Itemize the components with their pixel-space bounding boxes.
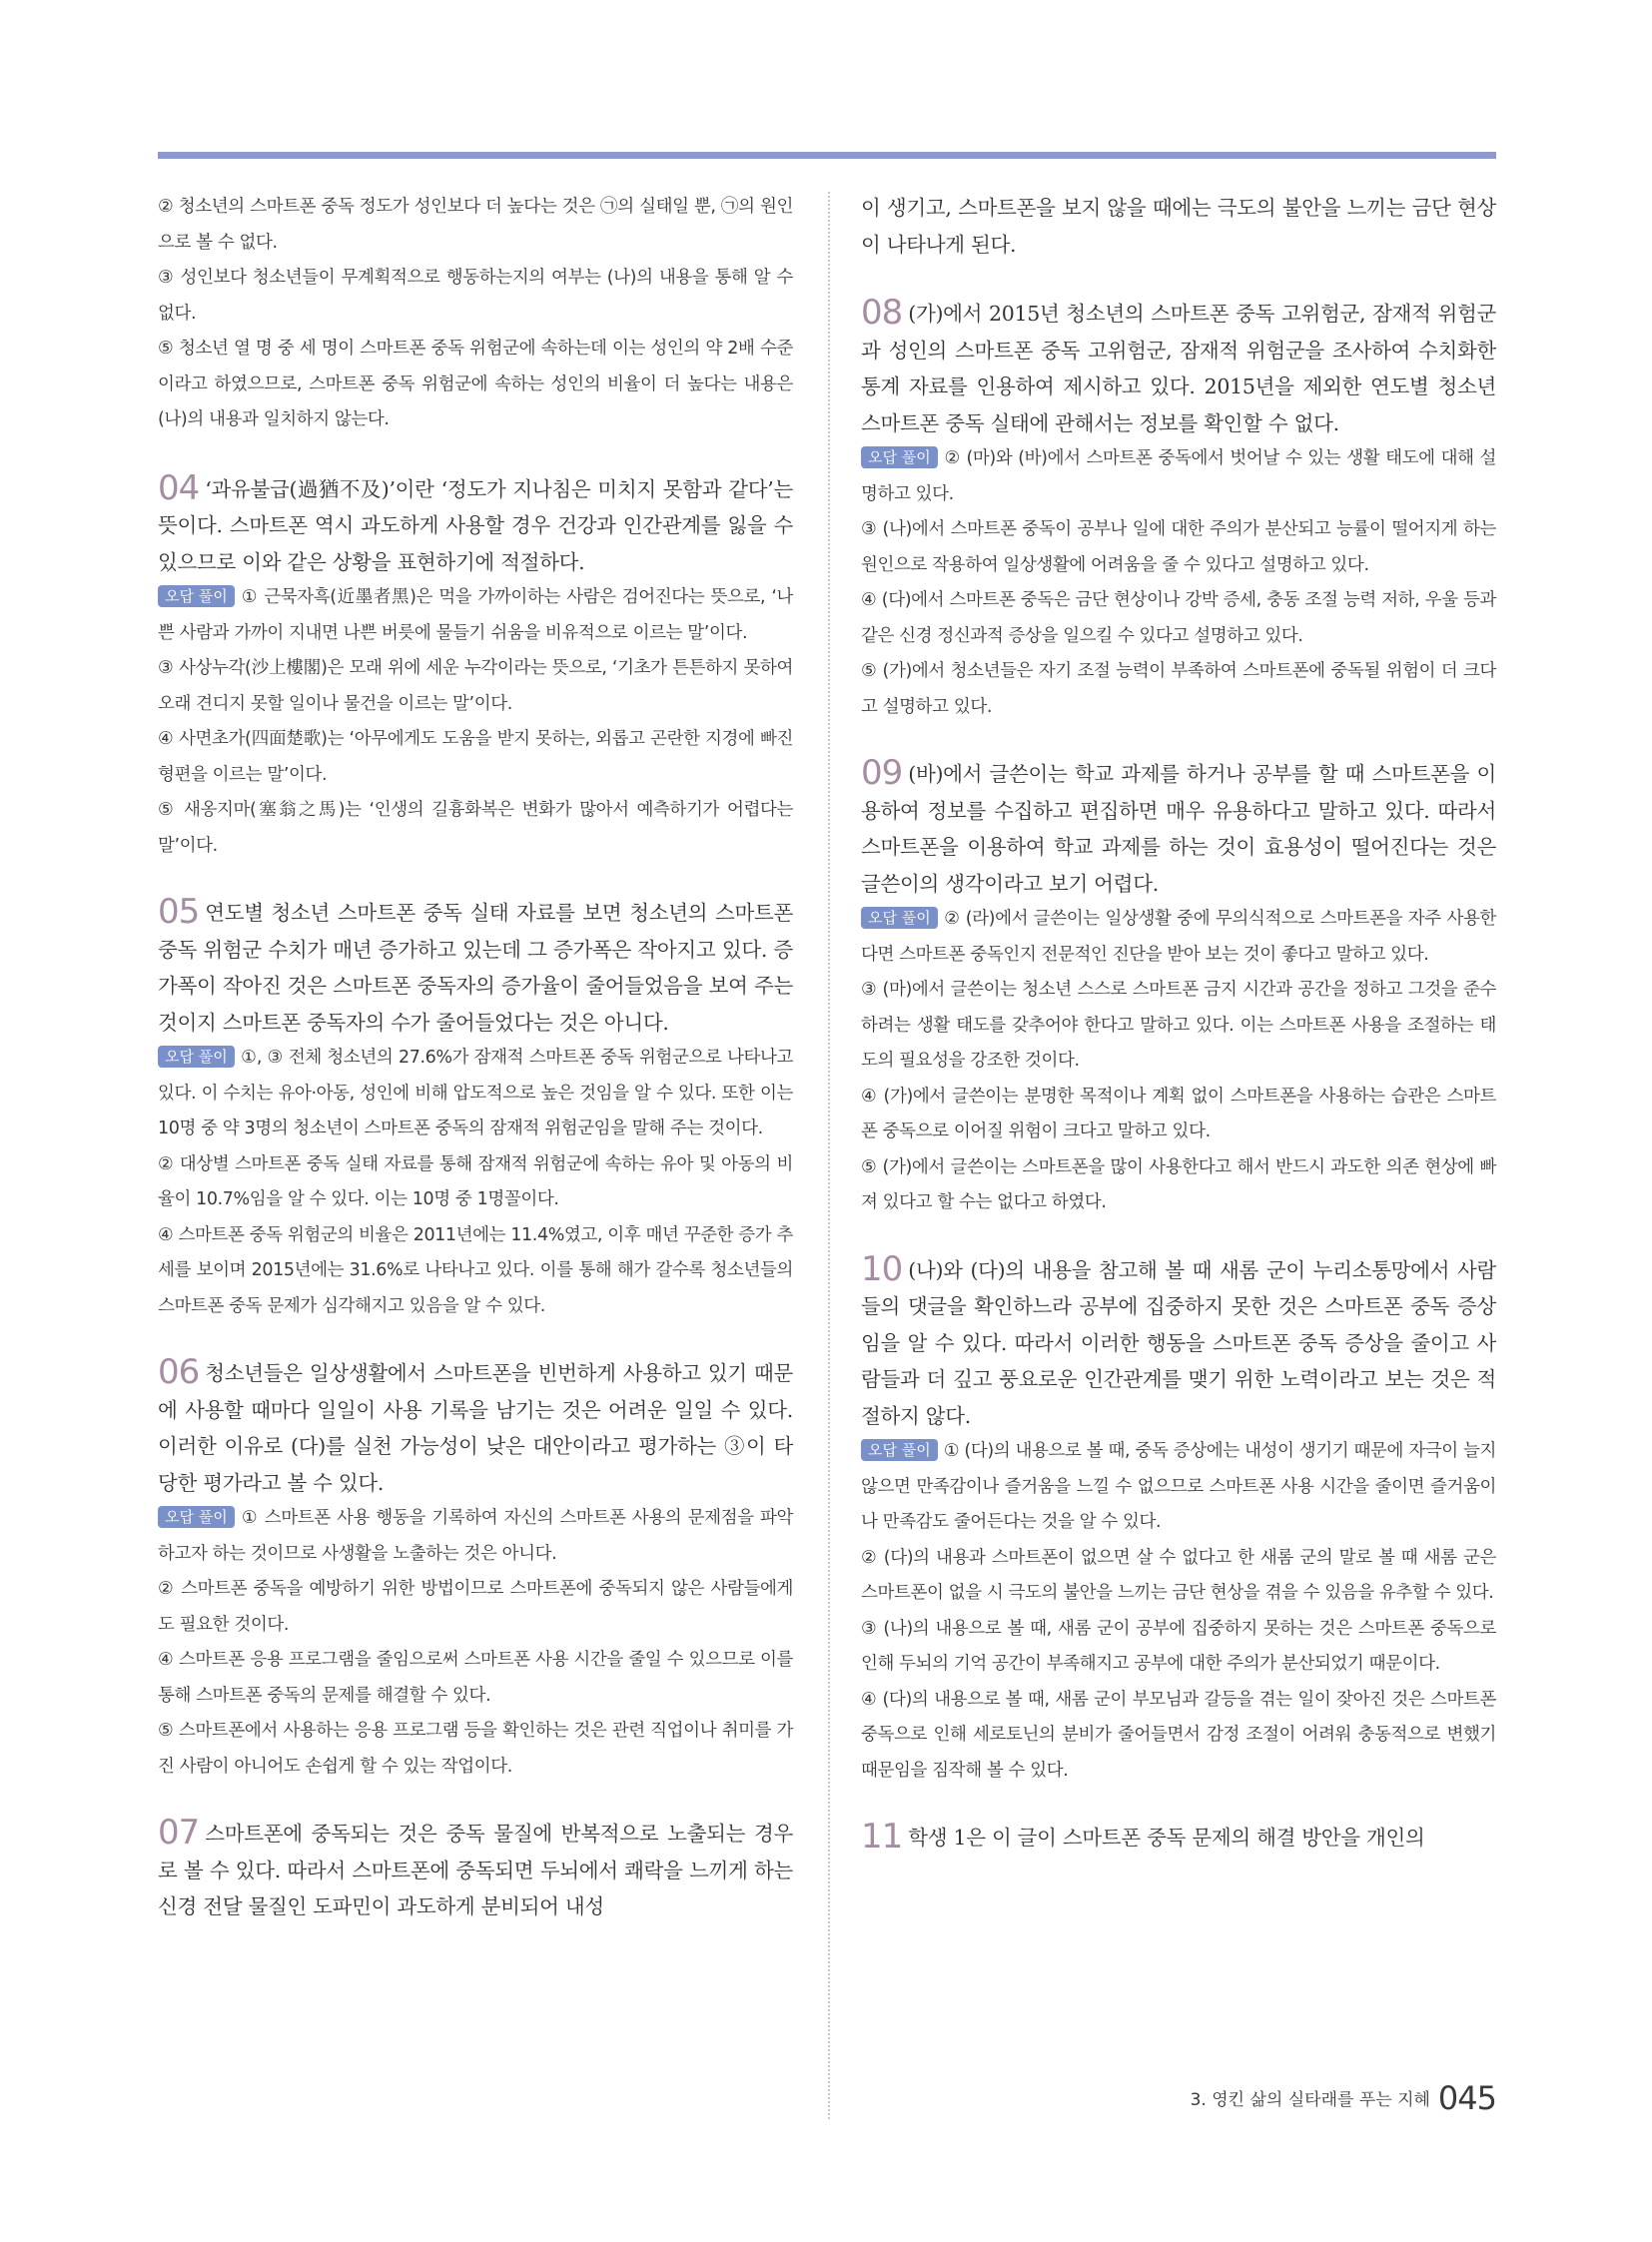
note-item: ①, ③ 전체 청소년의 27.6%가 잠재적 스마트폰 중독 위험군으로 나타나고 있다. 이 수치는 유아·아동, 성인에 비해 압도적으로 높은 것임을 알 수 있다. 또한 이는 10명 중 약 3명의 청소년이 스마트폰 중독의 잠재적 위험군임을 말해 주는 것이다.: [158, 1048, 793, 1138]
note-item: ③ (나)의 내용으로 볼 때, 새롬 군이 공부에 집중하지 못하는 것은 스마트폰 중독으로 인해 두뇌의 기억 공간이 부족해지고 공부에 대한 주의가 분산되었기 때문이다.: [861, 1618, 1496, 1674]
note-item: ② 청소년의 스마트폰 중독 정도가 성인보다 더 높다는 것은 ㉠의 실태일 뿐, ㉠의 원인으로 볼 수 없다.: [158, 197, 793, 253]
note-item: ② 스마트폰 중독을 예방하기 위한 방법이므로 스마트폰에 중독되지 않은 사람들에게도 필요한 것이다.: [158, 1579, 793, 1635]
column-divider: [828, 192, 830, 2119]
right-column: [861, 190, 1496, 1886]
answer-10: [861, 1248, 1496, 1790]
answer-text: (바)에서 글쓴이는 학교 과제를 하거나 공부를 할 때 스마트폰을 이용하여 정보를 수집하고 편집하면 매우 유용하다고 말하고 있다. 따라서 스마트폰을 이용하여 학교 과제를 하는 것이 효용성이 떨어진다는 것은 글쓴이의 생각이라고 보기 어렵다.: [861, 762, 1496, 896]
continued-notes: [158, 190, 793, 438]
note-item: ④ (다)에서 스마트폰 중독은 금단 현상이나 강박 증세, 충동 조절 능력 저하, 우울 등과 같은 신경 정신과적 증상을 일으킬 수 있다고 설명하고 있다.: [861, 590, 1496, 646]
note-item: ④ (가)에서 글쓴이는 분명한 목적이나 계획 없이 스마트폰을 사용하는 습관은 스마트폰 중독으로 이어질 위험이 크다고 말하고 있다.: [861, 1086, 1496, 1141]
note-item: ② (다)의 내용과 스마트폰이 없으면 살 수 없다고 한 새롬 군의 말로 볼 때 새롬 군은 스마트폰이 없을 시 극도의 불안을 느끼는 금단 현상을 겪을 수 있음을 유추할 수 있다.: [861, 1547, 1496, 1603]
answer-text: (가)에서 2015년 청소년의 스마트폰 중독 고위험군, 잠재적 위험군과 성인의 스마트폰 중독 고위험군, 잠재적 위험군을 조사하여 수치화한 통계 자료를 인용하여 제시하고 있다. 2015년을 제외한 연도별 청소년 스마트폰 중독 실태에 관해서는 정보를 확인할 수 없다.: [861, 302, 1496, 435]
question-number: 05: [158, 892, 200, 932]
note-item: ⑤ 청소년 열 명 중 세 명이 스마트폰 중독 위험군에 속하는데 이는 성인의 약 2배 수준이라고 하였으므로, 스마트폰 중독 위험군에 속하는 성인의 비율이 더 높다는 내용은 (나)의 내용과 일치하지 않는다.: [158, 339, 793, 429]
wrong-answer-badge: 오답 풀이: [158, 1046, 235, 1068]
note-item: ③ 사상누각(沙上樓閣)은 모래 위에 세운 누각이라는 뜻으로, ‘기초가 튼튼하지 못하여 오래 견디지 못할 일이나 물건을 이르는 말’이다.: [158, 658, 793, 714]
question-number: 07: [158, 1813, 200, 1853]
top-rule: [158, 152, 1496, 159]
continued-text: [861, 190, 1496, 263]
answer-06: [158, 1354, 793, 1785]
answer-04: [158, 467, 793, 865]
note-item: ② (라)에서 글쓴이는 일상생활 중에 무의식적으로 스마트폰을 자주 사용한다면 스마트폰 중독인지 전문적인 진단을 받아 보는 것이 좋다고 말하고 있다.: [861, 909, 1496, 965]
answer-text: (나)와 (다)의 내용을 참고해 볼 때 새롬 군이 누리소통망에서 사람들의 댓글을 확인하느라 공부에 집중하지 못한 것은 스마트폰 중독 증상임을 알 수 있다. 따라서 이러한 행동을 스마트폰 중독 증상을 줄이고 사람들과 더 깊고 풍요로운 인간관계를 맺기 위한 노력이라고 보는 것은 적절하지 않다.: [861, 1257, 1496, 1428]
answer-text: 학생 1은 이 글이 스마트폰 중독 문제의 해결 방안을 개인의: [908, 1826, 1425, 1850]
note-item: ④ 스마트폰 응용 프로그램을 줄임으로써 스마트폰 사용 시간을 줄일 수 있으므로 이를 통해 스마트폰 중독의 문제를 해결할 수 있다.: [158, 1650, 793, 1706]
note-item: ② (마)와 (바)에서 스마트폰 중독에서 벗어날 수 있는 생활 태도에 대해 설명하고 있다.: [861, 448, 1496, 504]
note-item: ④ (다)의 내용으로 볼 때, 새롬 군이 부모님과 갈등을 겪는 일이 잦아진 것은 스마트폰 중독으로 인해 세로토닌의 분비가 줄어들면서 감정 조절이 어려워 충동적으로 변했기 때문임을 짐작해 볼 수 있다.: [861, 1689, 1496, 1781]
wrong-answer-badge: 오답 풀이: [861, 446, 938, 468]
note-item: ② 대상별 스마트폰 중독 실태 자료를 통해 잠재적 위험군에 속하는 유아 및 아동의 비율이 10.7%임을 알 수 있다. 이는 10명 중 1명꼴이다.: [158, 1153, 793, 1209]
answer-05: [158, 894, 793, 1324]
answer-07: [158, 1815, 793, 1925]
note-item: ① (다)의 내용으로 볼 때, 중독 증상에는 내성이 생기기 때문에 자극이 늘지 않으면 만족감이나 즐거움을 느낄 수 없으므로 스마트폰 사용 시간을 줄이면 즐거움이나 만족감도 줄어든다는 것을 알 수 있다.: [861, 1441, 1496, 1532]
note-item: ① 스마트폰 사용 행동을 기록하여 자신의 스마트폰 사용의 문제점을 파악하고자 하는 것이므로 사생활을 노출하는 것은 아니다.: [158, 1508, 793, 1564]
note-item: ③ (나)에서 스마트폰 중독이 공부나 일에 대한 주의가 분산되고 능률이 떨어지게 하는 원인으로 작용하여 일상생활에 어려움을 줄 수 있다고 설명하고 있다.: [861, 519, 1496, 575]
note-item: ③ 성인보다 청소년들이 무계획적으로 행동하는지의 여부는 (나)의 내용을 통해 알 수 없다.: [158, 268, 793, 324]
answer-text: 이 생기고, 스마트폰을 보지 않을 때에는 극도의 불안을 느끼는 금단 현상이 나타나게 된다.: [861, 196, 1496, 257]
answer-text: 청소년들은 일상생활에서 스마트폰을 빈번하게 사용하고 있기 때문에 사용할 때마다 일일이 사용 기록을 남기는 것은 어려운 일일 수 있다. 이러한 이유로 (다)를 실천 가능성이 낮은 대안이라고 평가하는 ③이 타당한 평가라고 볼 수 있다.: [158, 1361, 793, 1495]
question-number: 11: [861, 1817, 903, 1857]
answer-08: [861, 295, 1496, 725]
note-item: ④ 사면초가(四面楚歌)는 ‘아무에게도 도움을 받지 못하는, 외롭고 곤란한 지경에 빠진 형편을 이르는 말’이다.: [158, 729, 793, 785]
page-footer: [1191, 2079, 1496, 2117]
question-number: 10: [861, 1248, 903, 1289]
note-item: ⑤ (가)에서 청소년들은 자기 조절 능력이 부족하여 스마트폰에 중독될 위험이 더 크다고 설명하고 있다.: [861, 661, 1496, 717]
page-number: 045: [1437, 2079, 1496, 2117]
wrong-answer-badge: 오답 풀이: [158, 585, 235, 607]
question-number: 06: [158, 1352, 200, 1392]
left-column: [158, 190, 793, 1955]
answer-text: 연도별 청소년 스마트폰 중독 실태 자료를 보면 청소년의 스마트폰 중독 위험군 수치가 매년 증가하고 있는데 그 증가폭은 작아지고 있다. 증가폭이 작아진 것은 스마트폰 중독자의 증가율이 줄어들었음을 보여 주는 것이지 스마트폰 중독자의 수가 줄어들었다는 것은 아니다.: [158, 901, 793, 1035]
answer-09: [861, 755, 1496, 1221]
answer-11: [861, 1819, 1496, 1857]
note-item: ⑤ 스마트폰에서 사용하는 응용 프로그램 등을 확인하는 것은 관련 직업이나 취미를 가진 사람이 아니어도 손쉽게 할 수 있는 작업이다.: [158, 1721, 793, 1777]
chapter-title: 3. 영킨 삶의 실타래를 푸는 지혜: [1190, 2090, 1430, 2110]
answer-text: ‘과유불급(過猶不及)’이란 ‘정도가 지나침은 미치지 못함과 같다’는 뜻이다. 스마트폰 역시 과도하게 사용할 경우 건강과 인간관계를 잃을 수 있으므로 이와 같은 상황을 표현하기에 적절하다.: [158, 476, 793, 574]
note-item: ⑤ 새옹지마(塞翁之馬)는 ‘인생의 길흉화복은 변화가 많아서 예측하기가 어렵다는 말’이다.: [158, 800, 793, 856]
wrong-answer-badge: 오답 풀이: [861, 907, 938, 929]
note-item: ① 근묵자흑(近墨者黑)은 먹을 가까이하는 사람은 검어진다는 뜻으로, ‘나쁜 사람과 가까이 지내면 나쁜 버릇에 물들기 쉬움을 비유적으로 이르는 말’이다.: [158, 587, 793, 643]
answer-text: 스마트폰에 중독되는 것은 중독 물질에 반복적으로 노출되는 경우로 볼 수 있다. 따라서 스마트폰에 중독되면 두뇌에서 쾌락을 느끼게 하는 신경 전달 물질인 도파민이 과도하게 분비되어 내성: [158, 1822, 793, 1918]
wrong-answer-badge: 오답 풀이: [158, 1506, 235, 1528]
note-item: ③ (마)에서 글쓴이는 청소년 스스로 스마트폰 금지 시간과 공간을 정하고 그것을 준수하려는 생활 태도를 갖추어야 한다고 말하고 있다. 이는 스마트폰 사용을 조절하는 태도의 필요성을 강조한 것이다.: [861, 980, 1496, 1071]
question-number: 09: [861, 753, 903, 793]
note-item: ⑤ (가)에서 글쓴이는 스마트폰을 많이 사용한다고 해서 반드시 과도한 의존 현상에 빠져 있다고 할 수는 없다고 하였다.: [861, 1156, 1496, 1212]
note-item: ④ 스마트폰 중독 위험군의 비율은 2011년에는 11.4%였고, 이후 매년 꾸준한 증가 추세를 보이며 2015년에는 31.6%로 나타나고 있다. 이를 통해 해가 갈수록 청소년들의 스마트폰 중독 문제가 심각해지고 있음을 알 수 있다.: [158, 1224, 793, 1316]
question-number: 04: [158, 467, 200, 508]
wrong-answer-badge: 오답 풀이: [861, 1439, 938, 1461]
question-number: 08: [861, 293, 903, 333]
